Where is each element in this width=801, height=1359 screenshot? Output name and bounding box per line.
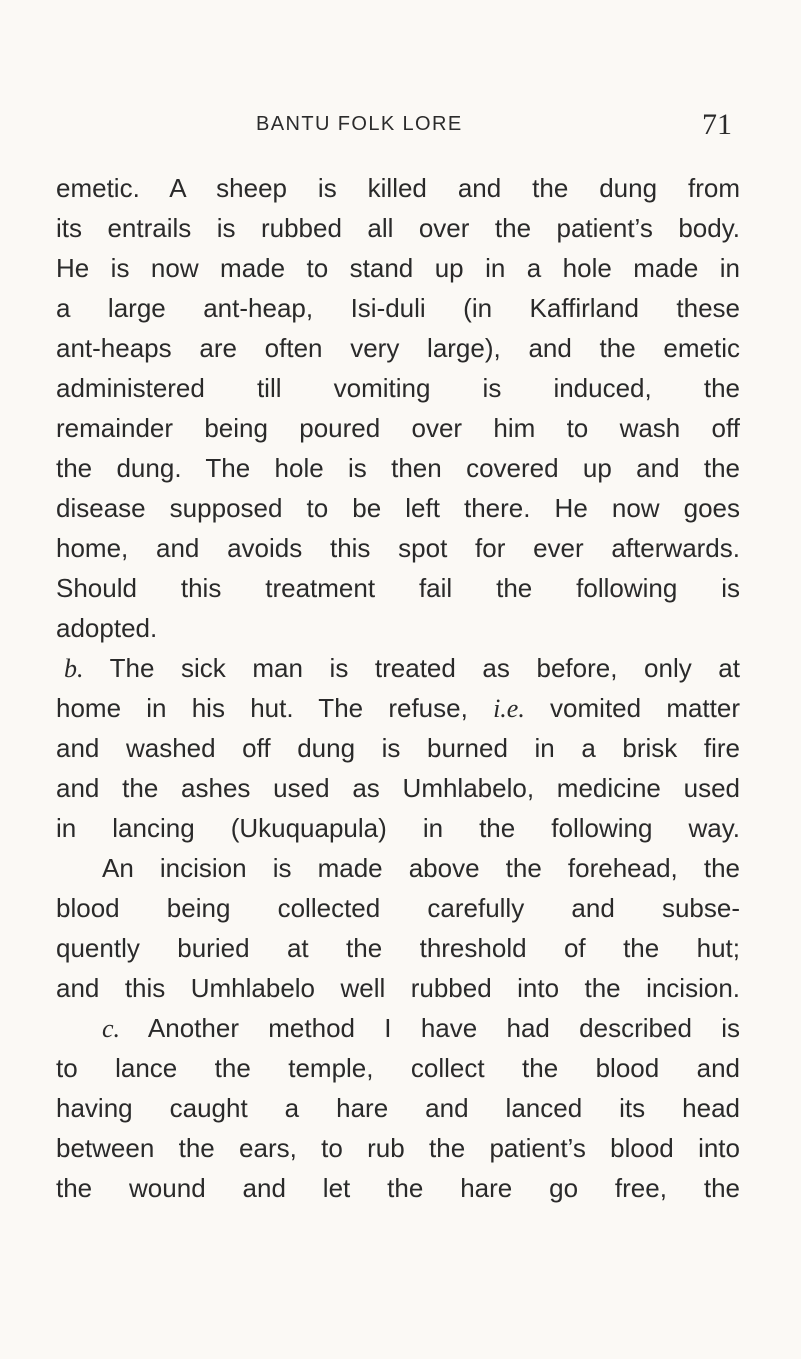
text-line: the wound and let the hare go free, the (56, 1173, 740, 1203)
text-span: vomited matter (524, 693, 740, 723)
text-line: remainder being poured over him to wash off (56, 413, 740, 443)
text-line: its entrails is rubbed all over the patient’s body. (56, 213, 740, 243)
paragraph-marker-b: b. (64, 654, 84, 683)
paragraph-b-first-line (56, 648, 740, 688)
text-span: home in his hut. The refuse, (56, 693, 494, 723)
abbreviation-ie: i.e. (493, 694, 525, 723)
text-span: The sick man is treated as before, only at (83, 653, 740, 683)
paragraph-b-second-line (56, 688, 740, 728)
text-line: blood being collected carefully and subse- (56, 893, 740, 923)
text-line: administered till vomiting is induced, the (56, 373, 740, 403)
text-line: a large ant-heap, Isi-duli (in Kaffirland these (56, 293, 740, 323)
text-line: between the ears, to rub the patient’s blood into (56, 1133, 740, 1163)
text-line: He is now made to stand up in a hole made in (56, 253, 740, 283)
text-line: and washed off dung is burned in a brisk fire (56, 733, 740, 763)
text-line: having caught a hare and lanced its head (56, 1093, 740, 1123)
page-number: 71 (702, 108, 732, 141)
text-line: in lancing (Ukuquapula) in the following way. (56, 813, 740, 843)
text-line: disease supposed to be left there. He now goes (56, 493, 740, 523)
paragraph-marker-c: c. (102, 1014, 121, 1043)
text-line: adopted. (56, 613, 158, 643)
text-line: home, and avoids this spot for ever afterwards. (56, 533, 740, 563)
body-text (56, 168, 740, 1208)
text-line: ant-heaps are often very large), and the emetic (56, 333, 740, 363)
paragraph-c-first-line (56, 1008, 740, 1048)
text-line: and the ashes used as Umhlabelo, medicine used (56, 773, 740, 803)
text-line: the dung. The hole is then covered up and the (56, 453, 740, 483)
running-title: BANTU FOLK LORE (256, 113, 463, 135)
text-line: An incision is made above the forehead, the (102, 853, 740, 883)
text-line: quently buried at the threshold of the hut; (56, 933, 740, 963)
text-span: Another method I have had described is (120, 1013, 740, 1043)
text-line: and this Umhlabelo well rubbed into the incision. (56, 973, 740, 1003)
text-line: Should this treatment fail the following is (56, 573, 740, 603)
text-line: emetic. A sheep is killed and the dung from (56, 173, 740, 203)
text-line: to lance the temple, collect the blood and (56, 1053, 740, 1083)
